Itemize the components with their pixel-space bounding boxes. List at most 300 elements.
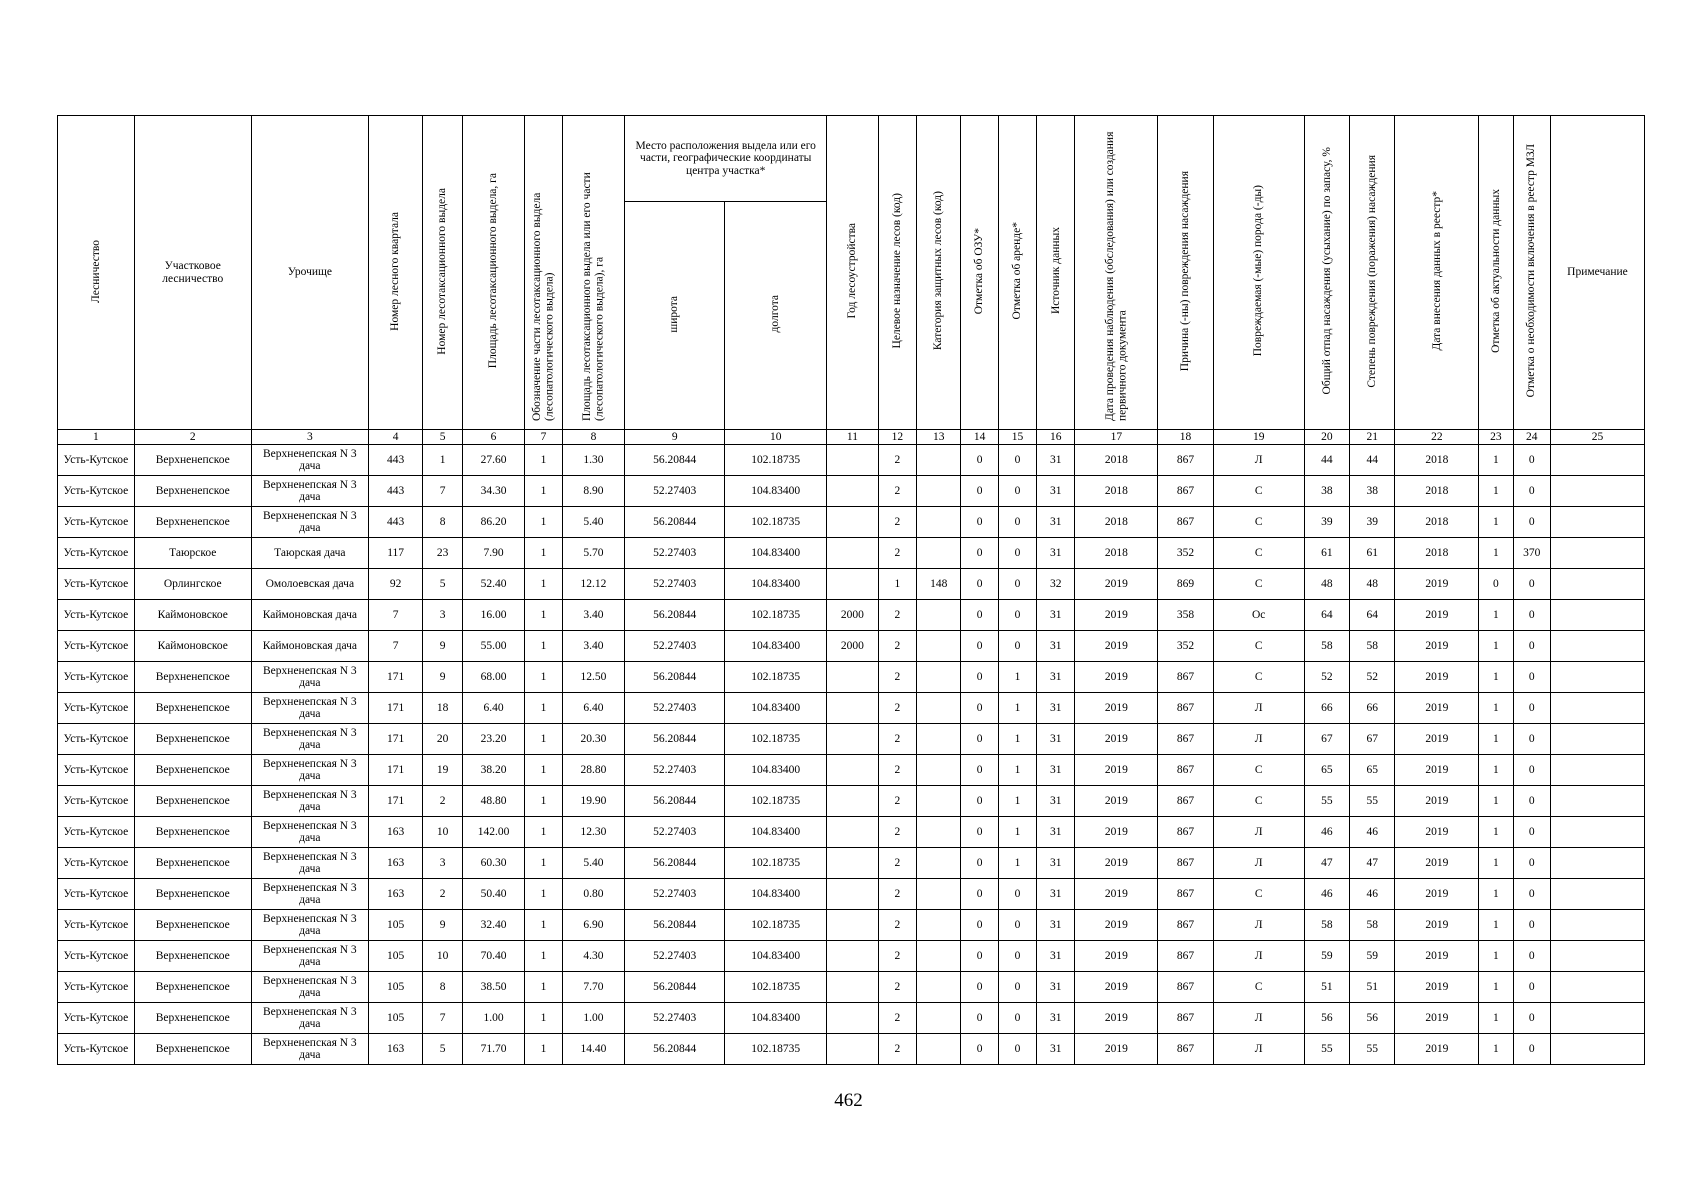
cell-lease-mark: 1 <box>998 693 1036 724</box>
cell-latitude: 56.20844 <box>625 1034 725 1065</box>
cell-relevance-mark: 1 <box>1479 786 1513 817</box>
header-lease-mark: Отметка об аренде* <box>998 116 1036 430</box>
cell-relevance-mark: 1 <box>1479 631 1513 662</box>
cell-damage-cause: 867 <box>1158 1003 1214 1034</box>
cell-damage-cause: 352 <box>1158 631 1214 662</box>
cell-data-source: 31 <box>1037 941 1075 972</box>
cell-inventory-year <box>827 755 878 786</box>
cell-data-source: 31 <box>1037 879 1075 910</box>
cell-purpose-code: 2 <box>878 538 916 569</box>
cell-lease-mark: 0 <box>998 1003 1036 1034</box>
cell-protective-category <box>917 631 961 662</box>
cell-damage-degree: 58 <box>1350 631 1395 662</box>
cell-longitude: 102.18735 <box>725 600 827 631</box>
cell-total-dieback: 66 <box>1304 693 1349 724</box>
cell-mzl-mark: 0 <box>1513 1003 1550 1034</box>
cell-observation-date: 2019 <box>1075 631 1158 662</box>
table-row <box>58 1003 1645 1034</box>
cell-registry-date: 2019 <box>1395 631 1479 662</box>
cell-registry-date: 2018 <box>1395 476 1479 507</box>
cell-damage-cause: 867 <box>1158 755 1214 786</box>
cell-forestry: Усть-Кутское <box>58 600 135 631</box>
cell-damage-cause: 867 <box>1158 662 1214 693</box>
column-number: 12 <box>878 430 916 445</box>
cell-observation-date: 2019 <box>1075 786 1158 817</box>
cell-stand-area: 55.00 <box>462 631 525 662</box>
cell-quarter: 171 <box>368 662 423 693</box>
cell-quarter: 443 <box>368 507 423 538</box>
cell-stand-area: 71.70 <box>462 1034 525 1065</box>
cell-protective-category <box>917 538 961 569</box>
cell-damaged-species: С <box>1213 631 1304 662</box>
cell-part: 1 <box>525 445 562 476</box>
cell-purpose-code: 2 <box>878 445 916 476</box>
cell-protective-category <box>917 662 961 693</box>
cell-registry-date: 2019 <box>1395 662 1479 693</box>
cell-inventory-year <box>827 476 878 507</box>
cell-longitude: 104.83400 <box>725 693 827 724</box>
cell-latitude: 52.27403 <box>625 538 725 569</box>
header-part-area: Площадь лесотаксационного выдела или его части (лесопатологического выдела), га <box>562 116 625 430</box>
header-ozu-mark: Отметка об ОЗУ* <box>961 116 998 430</box>
header-longitude: долгота <box>725 202 827 430</box>
column-number: 9 <box>625 430 725 445</box>
cell-registry-date: 2019 <box>1395 724 1479 755</box>
cell-district-forestry: Верхненепское <box>134 693 251 724</box>
cell-total-dieback: 44 <box>1304 445 1349 476</box>
header-damaged-species: Повреждаемая (-мые) порода (-ды) <box>1213 116 1304 430</box>
cell-longitude: 104.83400 <box>725 476 827 507</box>
cell-damaged-species: С <box>1213 569 1304 600</box>
cell-note <box>1550 941 1644 972</box>
cell-purpose-code: 2 <box>878 693 916 724</box>
cell-part-area: 5.70 <box>562 538 625 569</box>
cell-inventory-year <box>827 848 878 879</box>
cell-forestry: Усть-Кутское <box>58 786 135 817</box>
table-row <box>58 755 1645 786</box>
table-row <box>58 507 1645 538</box>
cell-latitude: 56.20844 <box>625 445 725 476</box>
header-note: Примечание <box>1550 116 1644 430</box>
cell-lease-mark: 0 <box>998 941 1036 972</box>
cell-lease-mark: 1 <box>998 848 1036 879</box>
cell-damage-cause: 867 <box>1158 972 1214 1003</box>
cell-damaged-species: Л <box>1213 910 1304 941</box>
header-total-dieback: Общий отпад насаждения (усыхание) по запасу, % <box>1304 116 1349 430</box>
cell-stand-number: 9 <box>423 631 462 662</box>
cell-part: 1 <box>525 662 562 693</box>
cell-damaged-species: Ос <box>1213 600 1304 631</box>
cell-tract: Каймоновская дача <box>251 631 368 662</box>
cell-total-dieback: 52 <box>1304 662 1349 693</box>
column-number: 22 <box>1395 430 1479 445</box>
cell-district-forestry: Верхненепское <box>134 662 251 693</box>
cell-data-source: 31 <box>1037 507 1075 538</box>
cell-forestry: Усть-Кутское <box>58 755 135 786</box>
cell-damage-cause: 867 <box>1158 507 1214 538</box>
cell-longitude: 102.18735 <box>725 1034 827 1065</box>
cell-protective-category <box>917 445 961 476</box>
cell-damage-cause: 867 <box>1158 476 1214 507</box>
cell-damage-degree: 61 <box>1350 538 1395 569</box>
column-number: 5 <box>423 430 462 445</box>
cell-stand-number: 2 <box>423 879 462 910</box>
cell-district-forestry: Каймоновское <box>134 631 251 662</box>
cell-district-forestry: Верхненепское <box>134 972 251 1003</box>
cell-observation-date: 2019 <box>1075 972 1158 1003</box>
cell-district-forestry: Верхненепское <box>134 476 251 507</box>
cell-lease-mark: 0 <box>998 910 1036 941</box>
cell-stand-area: 70.40 <box>462 941 525 972</box>
cell-part: 1 <box>525 724 562 755</box>
cell-part-area: 1.00 <box>562 1003 625 1034</box>
cell-forestry: Усть-Кутское <box>58 879 135 910</box>
cell-damage-degree: 44 <box>1350 445 1395 476</box>
cell-note <box>1550 693 1644 724</box>
cell-data-source: 32 <box>1037 569 1075 600</box>
cell-stand-area: 1.00 <box>462 1003 525 1034</box>
cell-tract: Верхненепская N 3 дача <box>251 1034 368 1065</box>
cell-part-area: 14.40 <box>562 1034 625 1065</box>
cell-ozu-mark: 0 <box>961 879 998 910</box>
cell-relevance-mark: 1 <box>1479 693 1513 724</box>
cell-mzl-mark: 0 <box>1513 1034 1550 1065</box>
cell-district-forestry: Верхненепское <box>134 817 251 848</box>
table-row <box>58 600 1645 631</box>
cell-observation-date: 2019 <box>1075 662 1158 693</box>
cell-observation-date: 2018 <box>1075 538 1158 569</box>
cell-quarter: 92 <box>368 569 423 600</box>
cell-part: 1 <box>525 972 562 1003</box>
cell-damage-degree: 67 <box>1350 724 1395 755</box>
cell-protective-category <box>917 941 961 972</box>
cell-mzl-mark: 0 <box>1513 817 1550 848</box>
cell-damage-cause: 869 <box>1158 569 1214 600</box>
cell-district-forestry: Верхненепское <box>134 879 251 910</box>
cell-stand-number: 9 <box>423 910 462 941</box>
cell-part: 1 <box>525 786 562 817</box>
cell-note <box>1550 817 1644 848</box>
cell-lease-mark: 0 <box>998 445 1036 476</box>
cell-ozu-mark: 0 <box>961 600 998 631</box>
cell-mzl-mark: 0 <box>1513 631 1550 662</box>
table-row <box>58 569 1645 600</box>
cell-district-forestry: Верхненепское <box>134 1003 251 1034</box>
cell-protective-category <box>917 507 961 538</box>
cell-lease-mark: 0 <box>998 507 1036 538</box>
cell-ozu-mark: 0 <box>961 662 998 693</box>
cell-total-dieback: 46 <box>1304 817 1349 848</box>
cell-note <box>1550 910 1644 941</box>
cell-tract: Верхненепская N 3 дача <box>251 507 368 538</box>
cell-district-forestry: Верхненепское <box>134 786 251 817</box>
cell-damaged-species: С <box>1213 507 1304 538</box>
column-number: 20 <box>1304 430 1349 445</box>
cell-longitude: 102.18735 <box>725 910 827 941</box>
cell-mzl-mark: 370 <box>1513 538 1550 569</box>
column-number: 11 <box>827 430 878 445</box>
cell-longitude: 102.18735 <box>725 445 827 476</box>
cell-longitude: 102.18735 <box>725 507 827 538</box>
cell-stand-area: 50.40 <box>462 879 525 910</box>
cell-part-area: 7.70 <box>562 972 625 1003</box>
cell-total-dieback: 39 <box>1304 507 1349 538</box>
cell-latitude: 56.20844 <box>625 972 725 1003</box>
cell-data-source: 31 <box>1037 817 1075 848</box>
cell-damage-cause: 867 <box>1158 879 1214 910</box>
cell-purpose-code: 2 <box>878 1003 916 1034</box>
cell-mzl-mark: 0 <box>1513 972 1550 1003</box>
cell-quarter: 163 <box>368 1034 423 1065</box>
cell-part-area: 19.90 <box>562 786 625 817</box>
cell-observation-date: 2019 <box>1075 910 1158 941</box>
cell-registry-date: 2018 <box>1395 507 1479 538</box>
cell-mzl-mark: 0 <box>1513 755 1550 786</box>
cell-ozu-mark: 0 <box>961 724 998 755</box>
cell-forestry: Усть-Кутское <box>58 817 135 848</box>
cell-part: 1 <box>525 817 562 848</box>
cell-total-dieback: 64 <box>1304 600 1349 631</box>
cell-observation-date: 2019 <box>1075 724 1158 755</box>
cell-forestry: Усть-Кутское <box>58 507 135 538</box>
cell-damage-degree: 46 <box>1350 879 1395 910</box>
cell-quarter: 7 <box>368 600 423 631</box>
cell-relevance-mark: 1 <box>1479 879 1513 910</box>
cell-inventory-year <box>827 724 878 755</box>
cell-lease-mark: 1 <box>998 755 1036 786</box>
cell-stand-number: 9 <box>423 662 462 693</box>
cell-stand-number: 10 <box>423 817 462 848</box>
cell-inventory-year <box>827 786 878 817</box>
cell-registry-date: 2019 <box>1395 817 1479 848</box>
cell-inventory-year <box>827 879 878 910</box>
cell-inventory-year <box>827 662 878 693</box>
cell-data-source: 31 <box>1037 476 1075 507</box>
cell-part: 1 <box>525 910 562 941</box>
cell-tract: Верхненепская N 3 дача <box>251 445 368 476</box>
cell-ozu-mark: 0 <box>961 755 998 786</box>
cell-lease-mark: 0 <box>998 1034 1036 1065</box>
header-forestry: Лесничество <box>58 116 135 430</box>
cell-total-dieback: 51 <box>1304 972 1349 1003</box>
cell-ozu-mark: 0 <box>961 569 998 600</box>
cell-part-area: 4.30 <box>562 941 625 972</box>
cell-latitude: 52.27403 <box>625 693 725 724</box>
column-number: 15 <box>998 430 1036 445</box>
cell-registry-date: 2019 <box>1395 848 1479 879</box>
cell-latitude: 56.20844 <box>625 910 725 941</box>
column-number: 13 <box>917 430 961 445</box>
cell-quarter: 171 <box>368 693 423 724</box>
cell-part: 1 <box>525 476 562 507</box>
cell-stand-area: 38.20 <box>462 755 525 786</box>
cell-quarter: 7 <box>368 631 423 662</box>
cell-lease-mark: 0 <box>998 972 1036 1003</box>
cell-stand-number: 23 <box>423 538 462 569</box>
cell-lease-mark: 0 <box>998 476 1036 507</box>
cell-forestry: Усть-Кутское <box>58 476 135 507</box>
column-number: 23 <box>1479 430 1513 445</box>
cell-data-source: 31 <box>1037 538 1075 569</box>
cell-relevance-mark: 0 <box>1479 569 1513 600</box>
cell-damage-cause: 867 <box>1158 724 1214 755</box>
cell-district-forestry: Верхненепское <box>134 445 251 476</box>
table-row <box>58 941 1645 972</box>
cell-observation-date: 2019 <box>1075 1003 1158 1034</box>
cell-tract: Верхненепская N 3 дача <box>251 817 368 848</box>
cell-tract: Омолоевская дача <box>251 569 368 600</box>
header-mzl-mark: Отметка о необходимости включения в реестр МЗЛ <box>1513 116 1550 430</box>
column-number: 7 <box>525 430 562 445</box>
page-number: 462 <box>834 1090 863 1111</box>
cell-ozu-mark: 0 <box>961 941 998 972</box>
table-row <box>58 848 1645 879</box>
cell-part-area: 20.30 <box>562 724 625 755</box>
column-number: 21 <box>1350 430 1395 445</box>
cell-purpose-code: 2 <box>878 910 916 941</box>
cell-mzl-mark: 0 <box>1513 476 1550 507</box>
cell-quarter: 171 <box>368 786 423 817</box>
cell-latitude: 52.27403 <box>625 755 725 786</box>
table-row <box>58 662 1645 693</box>
cell-forestry: Усть-Кутское <box>58 1003 135 1034</box>
cell-quarter: 105 <box>368 941 423 972</box>
cell-latitude: 52.27403 <box>625 476 725 507</box>
cell-latitude: 52.27403 <box>625 879 725 910</box>
cell-ozu-mark: 0 <box>961 1034 998 1065</box>
cell-registry-date: 2019 <box>1395 941 1479 972</box>
table-row <box>58 910 1645 941</box>
cell-relevance-mark: 1 <box>1479 662 1513 693</box>
cell-protective-category <box>917 1003 961 1034</box>
cell-data-source: 31 <box>1037 662 1075 693</box>
cell-longitude: 102.18735 <box>725 848 827 879</box>
cell-part: 1 <box>525 848 562 879</box>
table-row <box>58 817 1645 848</box>
cell-ozu-mark: 0 <box>961 848 998 879</box>
cell-total-dieback: 56 <box>1304 1003 1349 1034</box>
cell-inventory-year <box>827 507 878 538</box>
cell-purpose-code: 2 <box>878 817 916 848</box>
cell-quarter: 443 <box>368 476 423 507</box>
cell-lease-mark: 1 <box>998 786 1036 817</box>
column-number: 3 <box>251 430 368 445</box>
cell-damage-degree: 51 <box>1350 972 1395 1003</box>
cell-part-area: 12.50 <box>562 662 625 693</box>
cell-inventory-year <box>827 910 878 941</box>
cell-data-source: 31 <box>1037 445 1075 476</box>
cell-inventory-year <box>827 445 878 476</box>
cell-note <box>1550 569 1644 600</box>
cell-total-dieback: 59 <box>1304 941 1349 972</box>
cell-stand-number: 10 <box>423 941 462 972</box>
cell-damage-degree: 46 <box>1350 817 1395 848</box>
cell-relevance-mark: 1 <box>1479 1003 1513 1034</box>
cell-data-source: 31 <box>1037 1003 1075 1034</box>
cell-stand-number: 3 <box>423 848 462 879</box>
cell-data-source: 31 <box>1037 1034 1075 1065</box>
cell-data-source: 31 <box>1037 786 1075 817</box>
cell-mzl-mark: 0 <box>1513 848 1550 879</box>
cell-note <box>1550 755 1644 786</box>
cell-purpose-code: 2 <box>878 972 916 1003</box>
cell-damage-degree: 52 <box>1350 662 1395 693</box>
cell-protective-category <box>917 1034 961 1065</box>
cell-protective-category <box>917 600 961 631</box>
cell-latitude: 56.20844 <box>625 507 725 538</box>
cell-damage-degree: 47 <box>1350 848 1395 879</box>
cell-relevance-mark: 1 <box>1479 600 1513 631</box>
cell-note <box>1550 1034 1644 1065</box>
cell-quarter: 171 <box>368 724 423 755</box>
cell-part-area: 12.12 <box>562 569 625 600</box>
cell-mzl-mark: 0 <box>1513 693 1550 724</box>
cell-part-area: 3.40 <box>562 600 625 631</box>
cell-latitude: 52.27403 <box>625 569 725 600</box>
cell-stand-number: 7 <box>423 476 462 507</box>
cell-inventory-year <box>827 972 878 1003</box>
cell-note <box>1550 662 1644 693</box>
column-number: 2 <box>134 430 251 445</box>
cell-stand-number: 5 <box>423 569 462 600</box>
cell-district-forestry: Орлингское <box>134 569 251 600</box>
cell-part-area: 28.80 <box>562 755 625 786</box>
cell-district-forestry: Каймоновское <box>134 600 251 631</box>
table-row <box>58 538 1645 569</box>
column-number: 24 <box>1513 430 1550 445</box>
cell-part-area: 6.90 <box>562 910 625 941</box>
cell-ozu-mark: 0 <box>961 693 998 724</box>
header-damage-degree: Степень повреждения (поражения) насаждения <box>1350 116 1395 430</box>
cell-stand-area: 38.50 <box>462 972 525 1003</box>
cell-observation-date: 2019 <box>1075 693 1158 724</box>
cell-stand-area: 34.30 <box>462 476 525 507</box>
header-stand-number: Номер лесотаксационного выдела <box>423 116 462 430</box>
cell-inventory-year <box>827 1003 878 1034</box>
cell-registry-date: 2018 <box>1395 445 1479 476</box>
header-registry-date: Дата внесения данных в реестр* <box>1395 116 1479 430</box>
table-row <box>58 972 1645 1003</box>
cell-tract: Верхненепская N 3 дача <box>251 724 368 755</box>
cell-damaged-species: С <box>1213 662 1304 693</box>
cell-stand-area: 27.60 <box>462 445 525 476</box>
cell-protective-category <box>917 476 961 507</box>
cell-damage-cause: 867 <box>1158 817 1214 848</box>
cell-stand-area: 6.40 <box>462 693 525 724</box>
cell-damage-degree: 56 <box>1350 1003 1395 1034</box>
cell-stand-area: 48.80 <box>462 786 525 817</box>
cell-stand-number: 19 <box>423 755 462 786</box>
cell-damage-cause: 867 <box>1158 848 1214 879</box>
cell-damaged-species: С <box>1213 538 1304 569</box>
cell-part: 1 <box>525 755 562 786</box>
cell-total-dieback: 58 <box>1304 910 1349 941</box>
cell-observation-date: 2019 <box>1075 879 1158 910</box>
cell-data-source: 31 <box>1037 972 1075 1003</box>
cell-note <box>1550 879 1644 910</box>
cell-total-dieback: 38 <box>1304 476 1349 507</box>
cell-damaged-species: С <box>1213 972 1304 1003</box>
cell-tract: Верхненепская N 3 дача <box>251 693 368 724</box>
cell-part-area: 1.30 <box>562 445 625 476</box>
cell-forestry: Усть-Кутское <box>58 1034 135 1065</box>
cell-stand-number: 1 <box>423 445 462 476</box>
header-inventory-year: Год лесоустройства <box>827 116 878 430</box>
column-number-row <box>58 430 1645 445</box>
cell-mzl-mark: 0 <box>1513 879 1550 910</box>
cell-inventory-year <box>827 693 878 724</box>
cell-part: 1 <box>525 538 562 569</box>
